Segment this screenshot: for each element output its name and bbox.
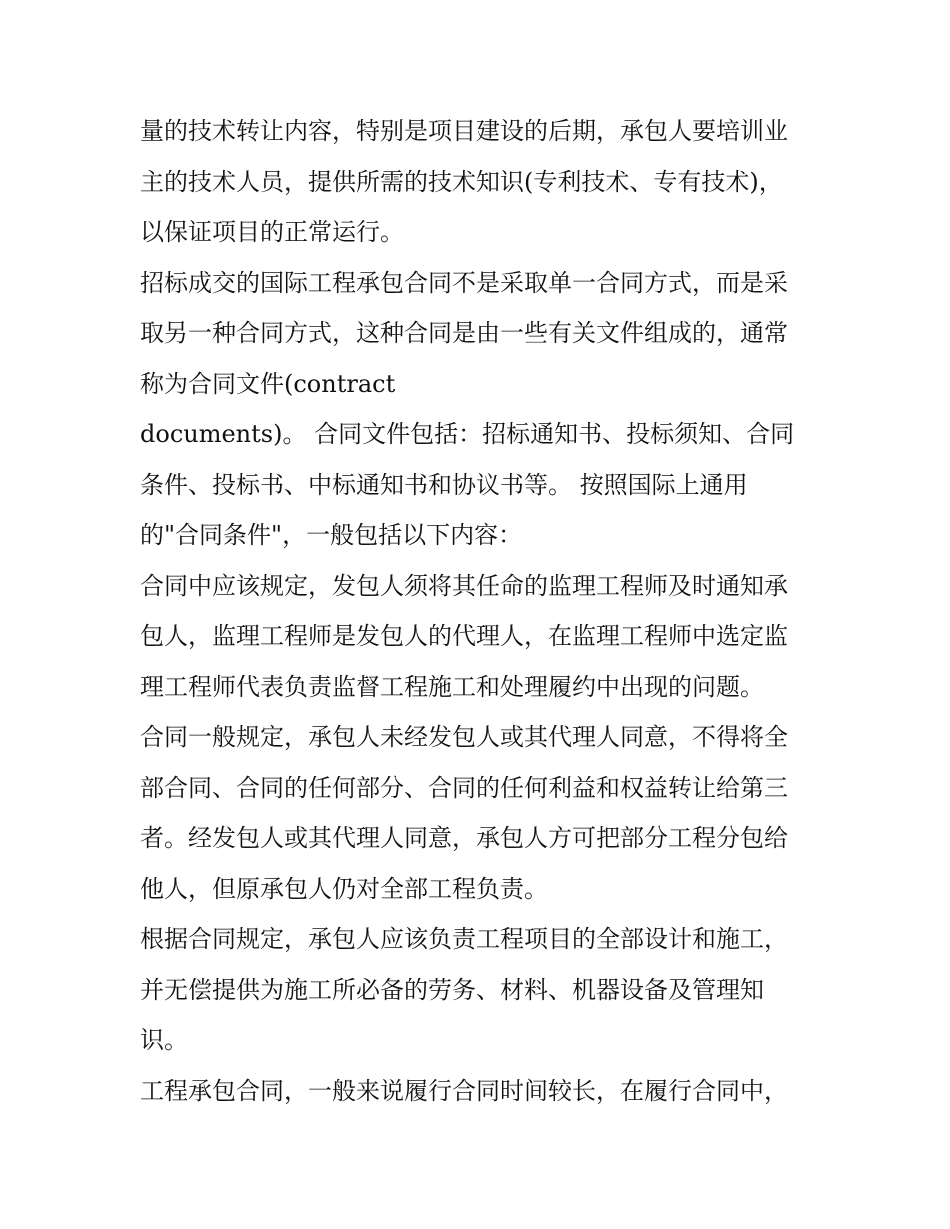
text-line-20: 工程承包合同，一般来说履行合同时间较长，在履行合同中， xyxy=(140,1076,788,1105)
text-line-3: 以保证项目的正常运行。 xyxy=(140,218,404,246)
text-line-14: 部合同、合同的任何部分、合同的任何利益和权益转让给第三 xyxy=(140,773,788,802)
text-line-17: 根据合同规定，承包人应该负责工程项目的全部设计和施工， xyxy=(140,925,788,953)
text-line-6: 称为合同文件(contract xyxy=(140,369,396,398)
document-body xyxy=(140,106,820,1116)
text-line-13: 合同一般规定，承包人未经发包人或其代理人同意，不得将全 xyxy=(140,723,788,751)
text-line-19: 识。 xyxy=(140,1026,188,1054)
text-line-16: 他人，但原承包人仍对全部工程负责。 xyxy=(140,874,548,903)
text-line-1: 量的技术转让内容，特别是项目建设的后期，承包人要培训业 xyxy=(140,117,788,145)
text-line-4: 招标成交的国际工程承包合同不是采取单一合同方式，而是采 xyxy=(140,268,788,297)
text-line-10: 合同中应该规定，发包人须将其任命的监理工程师及时通知承 xyxy=(140,571,788,600)
text-line-8: 条件、投标书、中标通知书和协议书等。 按照国际上通用 xyxy=(140,470,748,499)
text-line-11: 包人，监理工程师是发包人的代理人，在监理工程师中选定监 xyxy=(140,622,788,650)
text-line-12: 理工程师代表负责监督工程施工和处理履约中出现的问题。 xyxy=(140,672,764,701)
text-line-5: 取另一种合同方式，这种合同是由一些有关文件组成的，通常 xyxy=(140,319,788,347)
text-line-18: 并无偿提供为施工所必备的劳务、材料、机器设备及管理知 xyxy=(140,975,764,1004)
text-line-7: documents)。 合同文件包括：招标通知书、投标须知、合同 xyxy=(140,420,795,448)
text-line-15: 者。经发包人或其代理人同意，承包人方可把部分工程分包给 xyxy=(140,824,788,852)
text-line-9: 的"合同条件"，一般包括以下内容： xyxy=(140,521,523,549)
text-line-2: 主的技术人员，提供所需的技术知识(专利技术、专有技术)， xyxy=(140,167,783,196)
